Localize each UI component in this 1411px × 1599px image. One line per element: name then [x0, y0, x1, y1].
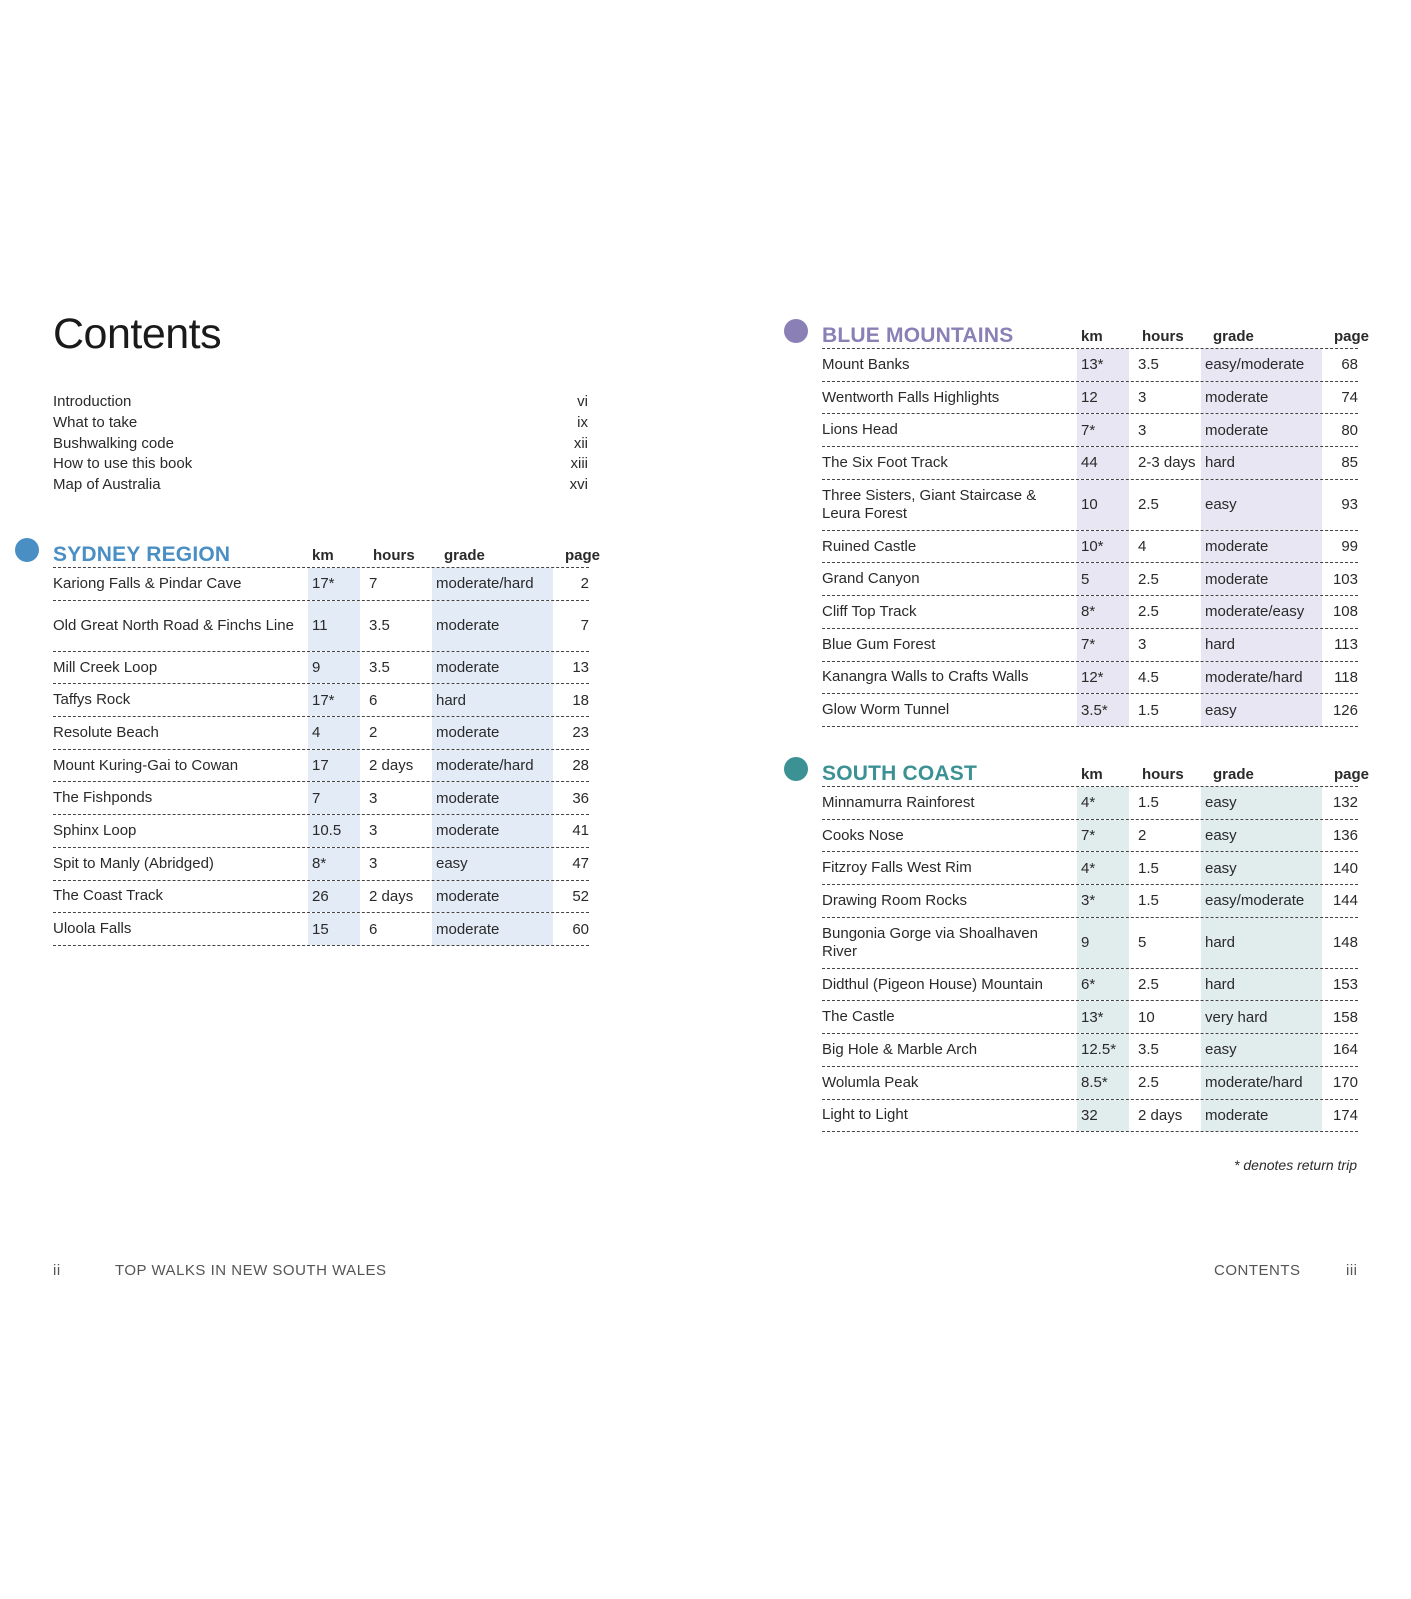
walk-page: 170	[1332, 1074, 1358, 1092]
walk-name: Lions Head	[822, 421, 898, 439]
walk-hours: 2.5	[1138, 603, 1159, 621]
walk-name: Spit to Manly (Abridged)	[53, 854, 214, 872]
walk-km: 10	[1077, 480, 1129, 530]
walk-name: Old Great North Road & Finchs Line	[53, 616, 294, 634]
walk-grade: moderate	[1201, 414, 1322, 446]
walk-page: 99	[1341, 538, 1358, 556]
section-dot-icon	[15, 538, 39, 562]
walk-name: Resolute Beach	[53, 723, 159, 741]
walk-hours: 6	[369, 920, 378, 938]
section-dot-icon	[784, 757, 808, 781]
front-matter-label: How to use this book	[53, 455, 193, 473]
walk-page: 118	[1334, 668, 1358, 686]
column-header-hours: hours	[1142, 328, 1184, 345]
walk-page: 74	[1341, 389, 1358, 407]
walk-km: 6*	[1077, 969, 1129, 1001]
walk-page: 93	[1341, 496, 1358, 514]
front-matter-item	[53, 434, 588, 455]
walk-grade: easy	[1201, 694, 1322, 726]
column-header-hours: hours	[373, 547, 415, 564]
walk-page: 132	[1332, 794, 1358, 812]
walk-page: 41	[572, 822, 589, 840]
walk-row	[822, 382, 1358, 415]
front-matter-item	[53, 413, 588, 434]
walk-row	[822, 1001, 1358, 1034]
walk-page: 47	[572, 855, 589, 873]
section-header	[53, 537, 601, 568]
walk-hours: 3	[1138, 421, 1147, 439]
walk-name: Light to Light	[822, 1106, 908, 1124]
column-header-grade: grade	[1213, 766, 1254, 783]
walk-km: 13*	[1077, 349, 1129, 381]
walk-grade: moderate	[1201, 1100, 1322, 1132]
walk-hours: 1.5	[1138, 859, 1159, 877]
walk-name: Mount Kuring-Gai to Cowan	[53, 756, 239, 774]
walk-grade: easy	[1201, 1034, 1322, 1066]
walk-row	[822, 1100, 1358, 1133]
walk-name: Glow Worm Tunnel	[822, 701, 950, 719]
walk-row	[53, 750, 589, 783]
walk-name: Didthul (Pigeon House) Mountain	[822, 975, 1043, 993]
walk-page: 174	[1332, 1106, 1358, 1124]
walk-row	[822, 531, 1358, 564]
walk-km: 12*	[1077, 662, 1129, 694]
walk-name: Mill Creek Loop	[53, 658, 158, 676]
walk-row	[53, 913, 589, 946]
walk-row	[822, 629, 1358, 662]
column-header-km: km	[312, 547, 334, 564]
walk-km: 17*	[308, 684, 360, 716]
walk-name: Drawing Room Rocks	[822, 891, 968, 909]
walk-row	[53, 782, 589, 815]
section-title: SYDNEY REGION	[53, 543, 231, 566]
walk-row	[53, 717, 589, 750]
walk-page: 153	[1332, 976, 1358, 994]
walk-hours: 7	[369, 575, 378, 593]
walk-name: Big Hole & Marble Arch	[822, 1040, 978, 1058]
section-south-coast	[822, 756, 1370, 1132]
walk-name: Wentworth Falls Highlights	[822, 388, 1000, 406]
walk-hours: 2.5	[1138, 1074, 1159, 1092]
front-matter-item	[53, 475, 588, 496]
walk-km: 3.5*	[1077, 694, 1129, 726]
walk-row	[822, 480, 1358, 531]
front-matter-label: Bushwalking code	[53, 434, 174, 452]
walk-hours: 3	[1138, 636, 1147, 654]
walk-name: Taffys Rock	[53, 691, 131, 709]
walk-hours: 3.5	[1138, 356, 1159, 374]
footer-right-section-title: CONTENTS	[1214, 1262, 1301, 1279]
walk-name: Kanangra Walls to Crafts Walls	[822, 668, 1029, 686]
walk-name: Uloola Falls	[53, 920, 132, 938]
walk-name: Sphinx Loop	[53, 821, 137, 839]
walk-name: Mount Banks	[822, 355, 910, 373]
walk-km: 7	[308, 782, 360, 814]
walk-grade: hard	[1201, 918, 1322, 968]
walk-row	[53, 684, 589, 717]
walk-km: 8*	[308, 848, 360, 880]
walk-km: 11	[308, 601, 360, 651]
walk-row	[822, 694, 1358, 727]
walk-row	[53, 815, 589, 848]
walk-page: 113	[1334, 636, 1358, 654]
footnote: * denotes return trip	[1234, 1157, 1357, 1173]
walk-grade: moderate	[432, 652, 553, 684]
walk-grade: moderate	[1201, 531, 1322, 563]
walk-row	[822, 596, 1358, 629]
walk-grade: easy/moderate	[1201, 885, 1322, 917]
column-header-km: km	[1081, 328, 1103, 345]
walk-name: Fitzroy Falls West Rim	[822, 859, 972, 877]
walk-row	[822, 969, 1358, 1002]
walk-name: The Coast Track	[53, 887, 164, 905]
walk-row	[53, 881, 589, 914]
walk-hours: 3.5	[369, 659, 390, 677]
walk-page: 103	[1332, 570, 1358, 588]
column-header-page: page	[565, 547, 601, 564]
front-matter-page: xii	[573, 434, 588, 452]
walk-page: 28	[572, 757, 589, 775]
front-matter-page: xvi	[569, 476, 588, 494]
column-header-hours: hours	[1142, 766, 1184, 783]
walk-km: 7*	[1077, 629, 1129, 661]
walk-row	[822, 563, 1358, 596]
column-header-grade: grade	[444, 547, 485, 564]
walk-name: Blue Gum Forest	[822, 635, 936, 653]
walk-row	[822, 885, 1358, 918]
front-matter-page: xiii	[570, 455, 588, 473]
walk-page: 140	[1332, 859, 1358, 877]
walk-km: 17	[308, 750, 360, 782]
walk-name: Cliff Top Track	[822, 602, 917, 620]
front-matter-item	[53, 454, 588, 475]
walk-km: 3*	[1077, 885, 1129, 917]
walk-km: 17*	[308, 568, 360, 600]
walk-row	[822, 918, 1358, 969]
walk-km: 4	[308, 717, 360, 749]
walk-page: 23	[572, 724, 589, 742]
walk-name: The Fishponds	[53, 789, 153, 807]
walk-hours: 3.5	[369, 617, 390, 635]
walk-row	[822, 820, 1358, 853]
walk-row	[53, 848, 589, 881]
walk-row	[53, 568, 589, 601]
front-matter-item	[53, 392, 588, 413]
walk-km: 13*	[1077, 1001, 1129, 1033]
walk-km: 5	[1077, 563, 1129, 595]
footer-right-page-number: iii	[1346, 1262, 1358, 1279]
walk-row	[822, 852, 1358, 885]
walk-row	[822, 1067, 1358, 1100]
walk-hours: 5	[1138, 934, 1147, 952]
section-header	[822, 756, 1370, 787]
walk-grade: moderate/hard	[432, 750, 553, 782]
walk-row	[53, 601, 589, 652]
section-dot-icon	[784, 319, 808, 343]
walk-hours: 2	[369, 724, 378, 742]
walk-page: 148	[1332, 934, 1358, 952]
walk-hours: 3	[369, 822, 378, 840]
walk-grade: moderate/easy	[1201, 596, 1322, 628]
walk-grade: hard	[432, 684, 553, 716]
walk-km: 10*	[1077, 531, 1129, 563]
walk-page: 36	[572, 789, 589, 807]
walk-grade: moderate	[1201, 382, 1322, 414]
walk-name: Minnamurra Rainforest	[822, 793, 975, 811]
walk-km: 12	[1077, 382, 1129, 414]
column-header-km: km	[1081, 766, 1103, 783]
section-title: SOUTH COAST	[822, 762, 978, 785]
walk-page: 108	[1332, 603, 1358, 621]
walk-km: 4*	[1077, 852, 1129, 884]
walk-km: 12.5*	[1077, 1034, 1129, 1066]
walk-km: 8*	[1077, 596, 1129, 628]
walk-row	[822, 662, 1358, 695]
front-matter-label: Introduction	[53, 393, 132, 410]
walk-page: 52	[572, 887, 589, 905]
walk-hours: 2.5	[1138, 570, 1159, 588]
section-sydney-region	[53, 537, 601, 946]
page-title: Contents	[53, 310, 222, 358]
walk-km: 9	[308, 652, 360, 684]
section-blue-mountains	[822, 318, 1370, 727]
walk-grade: moderate/hard	[1201, 1067, 1322, 1099]
walk-grade: easy	[1201, 480, 1322, 530]
front-matter-label: Map of Australia	[53, 476, 161, 494]
walk-name: Wolumla Peak	[822, 1073, 919, 1091]
column-header-page: page	[1334, 328, 1370, 345]
walk-grade: easy	[1201, 852, 1322, 884]
walk-page: 85	[1341, 454, 1358, 472]
walk-hours: 1.5	[1138, 701, 1159, 719]
walk-hours: 2-3 days	[1138, 454, 1196, 472]
front-matter-list	[53, 392, 588, 496]
front-matter-page: vi	[577, 393, 588, 410]
walk-row	[822, 349, 1358, 382]
walk-hours: 1.5	[1138, 892, 1159, 910]
walk-page: 158	[1332, 1008, 1358, 1026]
walk-km: 26	[308, 881, 360, 913]
walk-hours: 6	[369, 691, 378, 709]
walk-hours: 2.5	[1138, 976, 1159, 994]
walk-name: Grand Canyon	[822, 570, 920, 588]
walk-hours: 3.5	[1138, 1041, 1159, 1059]
walk-name: Bungonia Gorge via Shoalhaven River	[822, 924, 1038, 960]
walk-km: 32	[1077, 1100, 1129, 1132]
walk-km: 7*	[1077, 414, 1129, 446]
walk-name: Kariong Falls & Pindar Cave	[53, 574, 242, 592]
section-title: BLUE MOUNTAINS	[822, 324, 1014, 347]
walk-page: 2	[580, 575, 589, 593]
walk-grade: moderate	[432, 913, 553, 945]
walk-km: 10.5	[308, 815, 360, 847]
walk-row	[53, 652, 589, 685]
walk-hours: 4	[1138, 538, 1147, 556]
section-header	[822, 318, 1370, 349]
front-matter-label: What to take	[53, 413, 138, 431]
walk-hours: 2 days	[1138, 1106, 1183, 1124]
walk-page: 126	[1332, 701, 1358, 719]
walk-hours: 2.5	[1138, 496, 1159, 514]
walk-grade: very hard	[1201, 1001, 1322, 1033]
walk-hours: 10	[1138, 1008, 1155, 1026]
walk-page: 164	[1332, 1041, 1358, 1059]
walk-page: 7	[580, 617, 589, 635]
walk-hours: 2 days	[369, 757, 414, 775]
walk-hours: 3	[1138, 389, 1147, 407]
walk-hours: 2	[1138, 827, 1147, 845]
walk-grade: moderate	[1201, 563, 1322, 595]
walk-km: 9	[1077, 918, 1129, 968]
walk-hours: 1.5	[1138, 794, 1159, 812]
walk-grade: moderate	[432, 717, 553, 749]
walk-hours: 4.5	[1138, 668, 1159, 686]
walk-grade: easy	[1201, 820, 1322, 852]
walk-grade: hard	[1201, 447, 1322, 479]
walk-grade: easy	[432, 848, 553, 880]
walk-page: 13	[572, 659, 589, 677]
walk-grade: hard	[1201, 969, 1322, 1001]
walk-km: 4*	[1077, 787, 1129, 819]
column-header-grade: grade	[1213, 328, 1254, 345]
walk-km: 44	[1077, 447, 1129, 479]
walk-row	[822, 1034, 1358, 1067]
front-matter-page: ix	[577, 413, 588, 431]
walk-page: 68	[1341, 356, 1358, 374]
walk-km: 7*	[1077, 820, 1129, 852]
walk-grade: moderate	[432, 601, 553, 651]
footer-left-page-number: ii	[53, 1262, 61, 1279]
walk-page: 18	[572, 691, 589, 709]
walk-name: The Six Foot Track	[822, 453, 948, 471]
walk-grade: moderate	[432, 782, 553, 814]
walk-page: 136	[1332, 827, 1358, 845]
walk-km: 15	[308, 913, 360, 945]
walk-grade: moderate/hard	[1201, 662, 1322, 694]
footer-left-book-title: TOP WALKS IN NEW SOUTH WALES	[115, 1262, 387, 1279]
walk-hours: 3	[369, 789, 378, 807]
walk-name: Ruined Castle	[822, 537, 917, 555]
walk-grade: moderate/hard	[432, 568, 553, 600]
walk-row	[822, 447, 1358, 480]
walk-name: Cooks Nose	[822, 826, 904, 844]
walk-grade: easy	[1201, 787, 1322, 819]
walk-grade: moderate	[432, 881, 553, 913]
walk-grade: moderate	[432, 815, 553, 847]
walk-grade: easy/moderate	[1201, 349, 1322, 381]
walk-row	[822, 414, 1358, 447]
walk-hours: 3	[369, 855, 378, 873]
walk-name: The Castle	[822, 1008, 895, 1026]
walk-page: 60	[572, 920, 589, 938]
walk-page: 80	[1341, 421, 1358, 439]
walk-name: Three Sisters, Giant Staircase & Leura Forest	[822, 486, 1037, 522]
column-header-page: page	[1334, 766, 1370, 783]
walk-grade: hard	[1201, 629, 1322, 661]
walk-page: 144	[1332, 892, 1358, 910]
walk-row	[822, 787, 1358, 820]
walk-hours: 2 days	[369, 887, 414, 905]
walk-km: 8.5*	[1077, 1067, 1129, 1099]
